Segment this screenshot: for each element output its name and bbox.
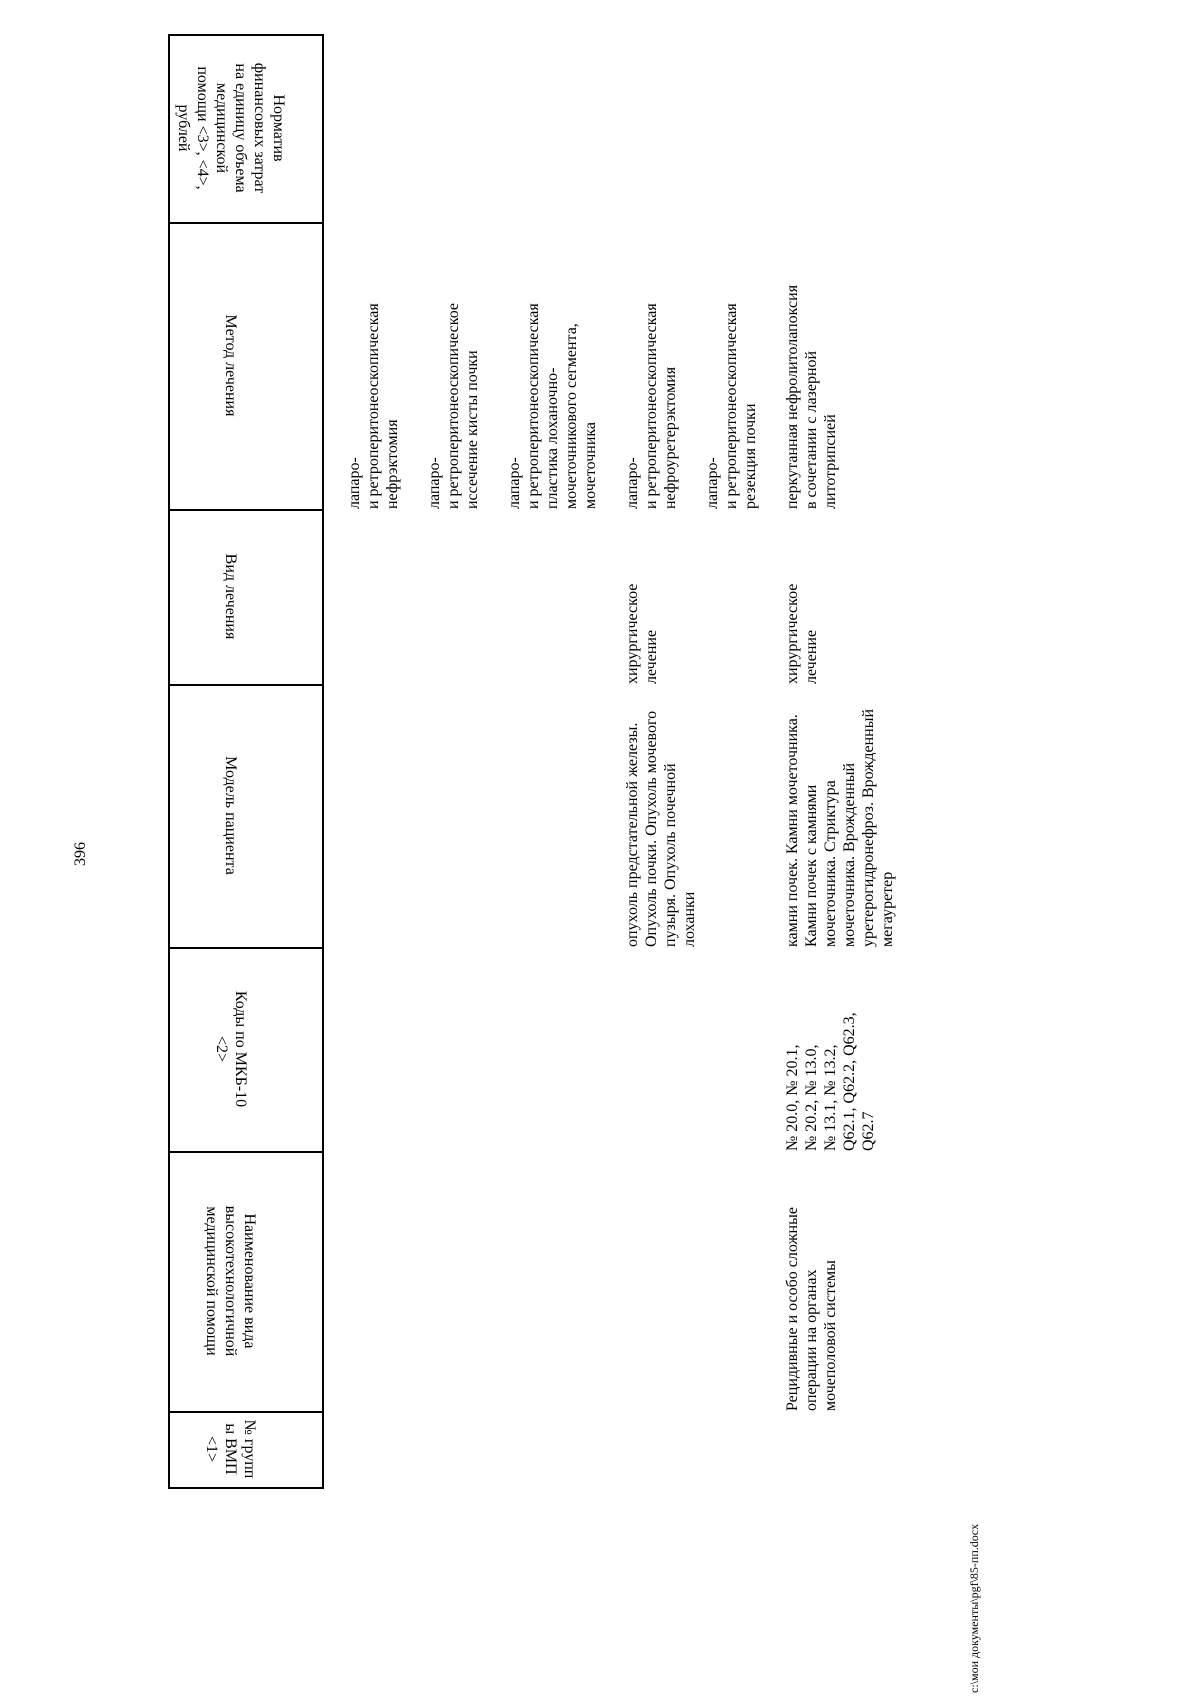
method-nephroureterectomy: лапаро- и ретроперитонеоскопическая нефроуретерэктомия (624, 303, 679, 509)
tumor-patient-model: опухоль предстательной железы. Опухоль почки. Опухоль мочевого пузыря. Опухоль почечной лоханки (624, 710, 698, 947)
header-codes: Коды по МКБ-10 <2> (213, 990, 249, 1108)
footer-file-path: c:\мои документы\pgf\85-пп.docx (967, 1523, 981, 1693)
header-norm: Норматив финансовых затрат на единицу объема медицинской помощи <3>, <4>, рублей (175, 62, 287, 194)
page-number: 396 (72, 842, 89, 866)
method-kidney-resection: лапаро- и ретроперитонеоскопическая резекция почки (704, 303, 759, 509)
tumor-treatment-type: хирургическое лечение (624, 583, 660, 684)
header-model: Модель пациента (222, 756, 240, 875)
recid-treatment-type: хирургическое лечение (784, 583, 820, 684)
method-nephrectomy: лапаро- и ретроперитонеоскопическая нефрэктомия (346, 303, 401, 509)
recid-vmp-name: Рецидивные и особо сложные операции на органах мочеполовой системы (784, 1207, 839, 1411)
method-plasty: лапаро- и ретроперитонеоскопическая пластика лоханочно- мочеточникового сегмента, мочеточника (506, 303, 599, 509)
header-type: Вид лечения (222, 553, 240, 640)
header-group: № групп ы ВМП <1> (203, 1419, 259, 1479)
method-cyst-excision: лапаро- и ретроперитонеоскопическое иссечение кисты почки (426, 302, 481, 509)
recid-patient-model: камни почек. Камни мочеточника. Камни почек с камнями мочеточника. Стриктура мочеточника. Врожденный уретерогидронефроз. Врожденный мегауретер (784, 708, 896, 947)
header-method: Метод лечения (222, 314, 240, 417)
method-percutaneous: перкутанная нефролитолапоксия в сочетании с лазерной литотрипсией (784, 284, 839, 509)
recid-icd-codes: № 20.0, № 20.1, № 20.2, № 13.0, № 13.1, № 13.2, Q62.1, Q62.2, Q62.3, Q62.7 (784, 1012, 877, 1151)
rotated-body-layer (0, 51, 1040, 1697)
header-name: Наименование вида высокотехнологичной медицинской помощи (203, 1205, 259, 1357)
